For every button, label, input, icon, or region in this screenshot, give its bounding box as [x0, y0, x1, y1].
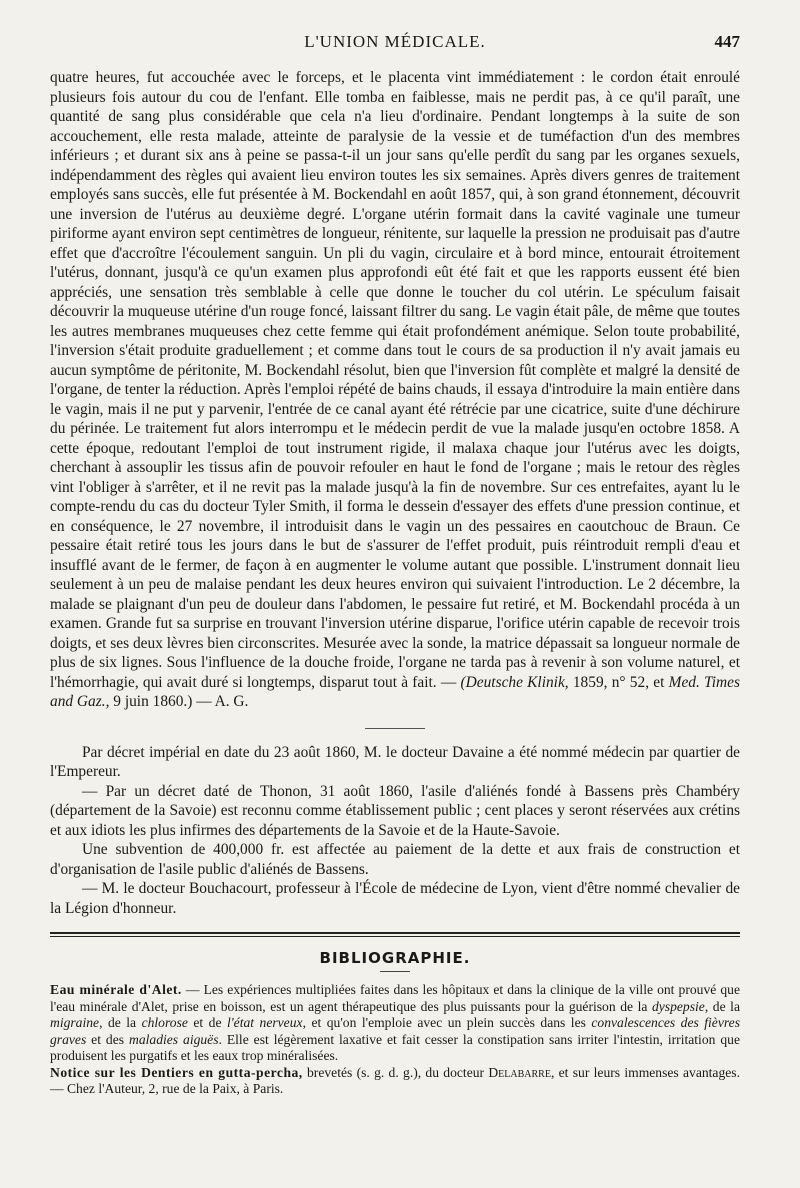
biblio-italic: dyspepsie: [651, 998, 705, 1014]
biblio-entry-dentiers: [50, 1065, 740, 1098]
biblio-italic: convalescences des fièvres graves: [50, 1015, 740, 1047]
author-name: Delabarre: [488, 1064, 551, 1080]
page-number: 447: [714, 32, 740, 51]
journal-title: L'UNION MÉDICALE.: [304, 32, 486, 51]
biblio-italic: chlorose: [141, 1015, 188, 1030]
citation-end: 9 juin 1860.) — A. G.: [109, 693, 249, 710]
case-report-text: quatre heures, fut accouchée avec le forceps, et le placenta vint immédiatement : le cordon était enroulé plusieurs fois autour du cou de l'enfant. Elle tomba en faiblesse, mais ne perdit pas, à ce qu'il paraît, une quantité de sang plus considérable que cela n'a lieu d'ordinaire. Pendant longtemps à la suite de son accouchement, elle resta malade, atteinte de paralysie de la vessie et de tuméfaction d'un des membres inférieurs ; et durant six ans à peine se passa-t-il un jour sans qu'elle perdît du sang par les organes sexuels, indépendamment des règles qui avaient lieu environ toutes les six semaines. Après divers genres de traitement employés sans succès, elle fut présentée à M. Bockendahl en août 1857, qui, à son grand étonnement, découvrit une inversion de l'utérus au deuxième degré. L'organe utérin formait dans la cavité vaginale une tumeur piriforme ayant environ sept centimètres de longueur, rénitente, sur laquelle la pression ne produisait pas d'autre effet que d'accroître l'écoulement sanguin. Un pli du vagin, circulaire et à bord mince, entourait étroitement l'utérus, donnant, jusqu'à ce qu'un examen plus approfondi eût été fait et que les rapports eussent été bien appréciés, une sensation très semblable à celle que donne le toucher du col utérin. Le spéculum faisait découvrir la muqueuse utérine d'un rouge foncé, laissant filtrer du sang. Le vagin était pâle, de même que toutes les autres membranes muqueuses chez cette femme qui était profondément anémique. Selon toute probabilité, l'inversion s'était produite graduellement ; et comme dans tout le cours de sa production il n'y avait jamais eu aucun symptôme de péritonite, M. Bockendahl résolut, bien que l'inversion fût complète et malgré la densité de l'organe, de tenter la réduction. Après l'emploi répété de bains chauds, il essaya d'introduire la main entière dans le vagin, mais il ne put y parvenir, l'entrée de ce canal ayant été rétrécie par une cicatrice, suite d'une déchirure du périnée. Le traitement fut alors interrompu et le médecin perdit de vue la malade jusqu'en octobre 1858. A cette époque, redoutant l'emploi de tout instrument rigide, il malaxa chaque jour l'utérus avec les doigts, cherchant à assouplir les tissus afin de pouvoir refouler en haut le fond de l'organe ; mais le retour des règles vint l'obliger à s'arrêter, et il ne revit pas la malade jusqu'à la fin de novembre. Sur ces entrefaites, ayant lu le compte-rendu du cas du docteur Tyler Smith, il forma le dessein d'essayer des effets d'une pression continue, et en conséquence, le 27 novembre, il introduisit dans le vagin un des pessaires en caoutchouc de Braun. Ce pessaire était retiré tous les jours dans le but de s'assurer de l'effet produit, puis réintroduit rempli d'eau et insufflé avant de le fermer, de façon à en augmenter le volume autant que possible. L'instrument donnait lieu seulement à un peu de malaise pendant les deux heures environ qui suivaient l'introduction. Le 2 décembre, la malade se plaignant d'un peu de douleur dans l'abdomen, le pessaire fut retiré, et M. Bockendahl procéda à un examen. Grande fut sa surprise en trouvant l'inversion utérine disparue, l'orifice utérin capable de recevoir trois doigts, et ses deux lèvres bien circonscrites. Mesurée avec la sonde, la matrice dépassait sa longueur normale de plus de six lignes. Sous l'influence de la douche froide, l'organe ne tarda pas à revenir à son volume naturel, et l'hémorrhagie, qui avait duré si longtemps, disparut tout à fait. —: [50, 69, 740, 691]
biblio-text: . Elle est légèrement laxative et fait cesser la constipation sans irriter l'intestin, irritation que produisent les purgatifs et les eaux trop minéralisées.: [50, 1031, 740, 1063]
double-rule: [50, 932, 740, 937]
news-section: [50, 743, 740, 919]
biblio-text: et des: [86, 1031, 129, 1047]
news-bassens-asylum: — Par un décret daté de Thonon, 31 août 1860, l'asile d'aliénés fondé à Bassens près Chambéry (département de la Savoie) est reconnu comme établissement public ; cent places y seront réservées aux crétins et aux idiots les plus infirmes des départements de la Savoie et de la Haute-Savoie.: [50, 782, 740, 839]
news-subvention: Une subvention de 400,000 fr. est affectée au paiement de la dette et aux frais de construction et d'organisation de l'asile public d'aliénés de Bassens.: [50, 841, 740, 878]
biblio-entry-lead: Notice sur les Dentiers en gutta-percha,: [50, 1064, 303, 1080]
page-header: [50, 28, 740, 58]
biblio-text: — Les expériences multipliées faites dans les hôpitaux et dans la clinique de la ville ont prouvé que l'eau minérale d'Alet, prise en boisson, est un agent thérapeutique des plus puissants pour la guérison de la: [50, 982, 741, 1014]
biblio-entry-lead: Eau minérale d'Alet.: [50, 982, 182, 997]
biblio-entry-alet: [50, 982, 740, 1065]
citation-med-times: Med. Times and Gaz.,: [50, 673, 740, 710]
biblio-text: , de la: [99, 1015, 142, 1030]
journal-page: [50, 28, 740, 1098]
bibliography-title: BIBLIOGRAPHIE.: [319, 949, 471, 967]
biblio-text: , de la: [704, 998, 740, 1014]
biblio-text: brevetés (s. g. d. g.), du docteur: [302, 1064, 489, 1080]
title-divider: [380, 971, 410, 972]
case-report-paragraph: [50, 68, 740, 712]
news-davaine: Par décret impérial en date du 23 août 1860, M. le docteur Davaine a été nommé médecin par quartier de l'Empereur.: [50, 743, 740, 780]
news-bouchacourt: — M. le docteur Bouchacourt, professeur à l'École de médecine de Lyon, vient d'être nommé chevalier de la Légion d'honneur.: [50, 880, 740, 917]
citation-middle: 1859, n° 52, et: [568, 673, 669, 691]
biblio-text: , et sur leurs immenses avantages. — Chez l'Auteur, 2, rue de la Paix, à Paris.: [50, 1064, 740, 1096]
biblio-italic: maladies aiguës: [129, 1031, 219, 1047]
biblio-italic: migraine: [50, 1015, 100, 1030]
bibliography-section: [50, 982, 740, 1098]
citation-deutsche-klinik: (Deutsche Klinik,: [460, 673, 569, 691]
biblio-italic: l'état nerveux: [226, 1015, 303, 1030]
biblio-text: et de: [187, 1015, 227, 1030]
biblio-text: , et qu'on l'emploie avec un plein succès dans les: [302, 1015, 592, 1030]
section-divider: [365, 728, 425, 729]
